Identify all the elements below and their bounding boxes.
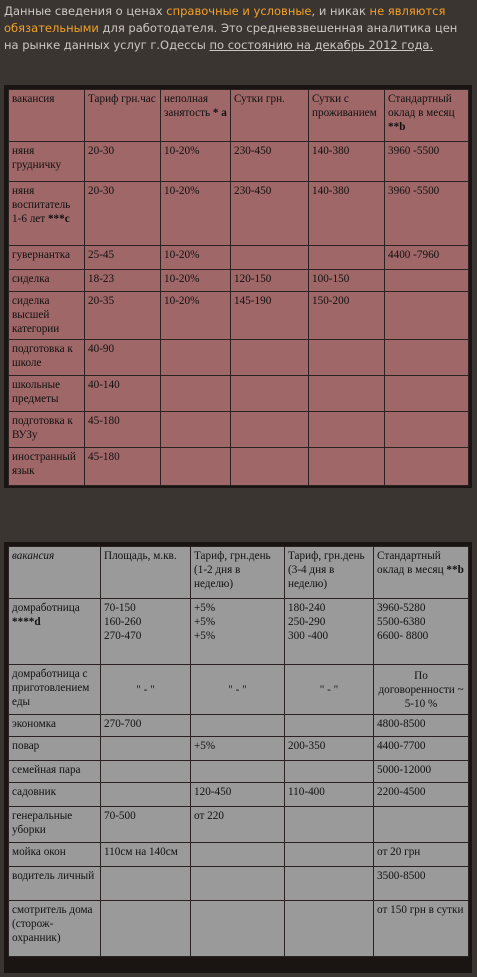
cell-text: неполная занятость [164, 93, 213, 119]
highlight-reference: справочные и условные [166, 4, 312, 18]
cell-text: домработница [12, 602, 80, 614]
price-cell [161, 270, 231, 292]
column-header [85, 90, 161, 142]
price-cell [161, 340, 231, 376]
footnote-mark: ***с [47, 213, 70, 225]
cell-text: гувернантка [12, 249, 71, 261]
price-cell [285, 665, 374, 715]
cell-text: " - " [319, 684, 339, 696]
table-row [9, 412, 469, 448]
cell-text: 2200-4500 [377, 786, 426, 798]
cell-text: " - " [228, 684, 247, 696]
price-cell [101, 737, 191, 761]
price-cell [161, 142, 231, 182]
cell-text: 40-140 [88, 379, 120, 391]
cell-text: иностранный язык [12, 451, 76, 477]
price-cell [231, 142, 309, 182]
price-cell [374, 737, 469, 761]
cell-text: 140-380 [312, 185, 350, 197]
cell-text: 3960-5280 5500-6380 6600- 8800 [377, 602, 429, 642]
cell-text: сиделка высшей категории [12, 295, 60, 335]
cell-text: няня воспитатель 1-6 лет [12, 185, 71, 225]
price-cell [385, 270, 469, 292]
cell-text: 145-190 [234, 295, 272, 307]
cell-text: 45-180 [88, 415, 120, 427]
price-cell [285, 901, 374, 957]
cell-text: 3500-8500 [377, 870, 426, 882]
intro-part-3: для работодателя. Это средневзвешенная аналитика цен на рынке данных услуг г.Одессы [4, 21, 458, 52]
intro-part-1: Данные сведения о ценах [4, 4, 167, 18]
column-header [101, 547, 191, 599]
price-cell [85, 142, 161, 182]
price-cell [85, 270, 161, 292]
cell-text: Стандартный оклад в месяц [377, 550, 447, 576]
column-header [231, 90, 309, 142]
price-cell [191, 843, 285, 867]
cell-text: 110см на 140см [104, 846, 178, 858]
table1-frame [4, 85, 472, 488]
table-row [9, 783, 469, 807]
cell-text: 20-30 [88, 185, 115, 197]
vacancy-cell [9, 901, 101, 957]
cell-text: 180-240 250-290 300 -400 [288, 602, 329, 642]
cell-text: 10-20% [164, 145, 200, 157]
cell-text: Тариф, грн.день (1-2 дня в неделю) [194, 550, 271, 590]
table-row [9, 448, 469, 486]
price-cell [285, 599, 374, 665]
price-cell [161, 292, 231, 340]
column-header [385, 90, 469, 142]
cell-text: Тариф, грн.день (3-4 дня в неделю) [288, 550, 365, 590]
price-cell [374, 665, 469, 715]
cell-text: подготовка к ВУЗу [12, 415, 73, 441]
cell-text: 45-180 [88, 451, 120, 463]
price-cell [191, 665, 285, 715]
vacancy-cell [9, 599, 101, 665]
price-cell [309, 142, 385, 182]
date-link[interactable]: по состоянию на декабрь 2012 года. [209, 38, 434, 52]
cell-text: Сутки с проживанием [312, 93, 377, 119]
price-cell [161, 376, 231, 412]
price-cell [309, 376, 385, 412]
vacancy-cell [9, 867, 101, 901]
price-cell [385, 412, 469, 448]
vacancy-cell [9, 665, 101, 715]
intro-part-2: , и никак [311, 4, 370, 18]
vacancy-cell [9, 807, 101, 843]
price-cell [191, 807, 285, 843]
price-cell [385, 340, 469, 376]
cell-text: вакансия [12, 550, 55, 562]
price-cell [309, 340, 385, 376]
price-cell [191, 737, 285, 761]
cell-text: 20-30 [88, 145, 115, 157]
cell-text: 18-23 [88, 273, 115, 285]
cell-text: 3960 -5500 [388, 185, 440, 197]
footnote-mark: ****d [12, 616, 41, 628]
price-cell [161, 246, 231, 270]
vacancy-cell [9, 783, 101, 807]
table-row [9, 142, 469, 182]
table-row [9, 292, 469, 340]
column-header [9, 547, 101, 599]
cell-text: +5% [194, 740, 216, 752]
price-cell [101, 843, 191, 867]
price-cell [231, 448, 309, 486]
price-cell [309, 292, 385, 340]
price-cell [374, 761, 469, 783]
cell-text: от 150 грн в сутки [377, 904, 464, 916]
price-cell [161, 182, 231, 246]
table-row [9, 867, 469, 901]
cell-text: Сутки грн. [234, 93, 285, 105]
cell-text: 25-45 [88, 249, 115, 261]
price-cell [101, 715, 191, 737]
price-cell [285, 867, 374, 901]
column-header [374, 547, 469, 599]
table-header-row [9, 547, 469, 599]
price-cell [309, 182, 385, 246]
cell-text: школьные предметы [12, 379, 61, 405]
cell-text: 4400 -7960 [388, 249, 440, 261]
price-cell [85, 376, 161, 412]
vacancy-cell [9, 843, 101, 867]
price-cell [101, 599, 191, 665]
cell-text: 150-200 [312, 295, 350, 307]
price-cell [101, 761, 191, 783]
cell-text: сиделка [12, 273, 50, 285]
cell-text: вакансия [12, 93, 55, 105]
price-cell [191, 715, 285, 737]
price-cell [191, 867, 285, 901]
cell-text: садовник [12, 786, 57, 798]
table-row [9, 376, 469, 412]
price-cell [374, 843, 469, 867]
price-cell [285, 715, 374, 737]
cell-text: 270-700 [104, 718, 142, 730]
price-cell [85, 412, 161, 448]
cell-text: 10-20% [164, 295, 200, 307]
price-cell [231, 270, 309, 292]
price-cell [385, 246, 469, 270]
price-cell [309, 246, 385, 270]
vacancy-cell [9, 142, 85, 182]
cell-text: По договоренности ~ 5-10 % [378, 670, 464, 710]
price-cell [231, 340, 309, 376]
cell-text: Площадь, м.кв. [104, 550, 177, 562]
price-cell [101, 665, 191, 715]
vacancy-cell [9, 761, 101, 783]
price-cell [385, 376, 469, 412]
cell-text: 110-400 [288, 786, 325, 798]
price-cell [309, 448, 385, 486]
price-cell [385, 142, 469, 182]
cell-text: 20-35 [88, 295, 115, 307]
cell-text: домработница с приготовлением еды [12, 668, 90, 708]
vacancy-cell [9, 376, 85, 412]
price-cell [85, 292, 161, 340]
cell-text: повар [12, 740, 40, 752]
cell-text: 40-90 [88, 343, 115, 355]
cell-text: 230-450 [234, 145, 272, 157]
cell-text: 140-380 [312, 145, 350, 157]
intro-text [4, 3, 474, 54]
vacancy-cell [9, 340, 85, 376]
price-cell [191, 901, 285, 957]
footnote-mark: * а [212, 107, 227, 119]
table-row [9, 807, 469, 843]
price-cell [101, 807, 191, 843]
price-cell [385, 292, 469, 340]
price-cell [309, 270, 385, 292]
column-header [191, 547, 285, 599]
cell-text: 200-350 [288, 740, 326, 752]
price-cell [231, 292, 309, 340]
cell-text: 10-20% [164, 273, 200, 285]
cell-text: 120-450 [194, 786, 232, 798]
price-cell [85, 182, 161, 246]
housekeeping-prices-table [8, 546, 469, 957]
table-row [9, 665, 469, 715]
cell-text: генеральные уборки [12, 810, 73, 836]
table-row [9, 599, 469, 665]
cell-text: экономка [12, 718, 56, 730]
table-row [9, 340, 469, 376]
table-row [9, 715, 469, 737]
price-cell [285, 783, 374, 807]
cell-text: смотритель дома (сторож-охранник) [12, 904, 93, 944]
cell-text: 230-450 [234, 185, 272, 197]
cell-text: водитель личный [12, 870, 95, 882]
price-cell [161, 448, 231, 486]
price-cell [231, 376, 309, 412]
price-cell [285, 843, 374, 867]
cell-text: 3960 -5500 [388, 145, 440, 157]
price-cell [85, 448, 161, 486]
price-cell [374, 901, 469, 957]
vacancy-cell [9, 737, 101, 761]
vacancy-cell [9, 412, 85, 448]
nanny-prices-table [8, 89, 469, 486]
cell-text: 10-20% [164, 249, 200, 261]
price-cell [374, 715, 469, 737]
price-cell [85, 340, 161, 376]
highlight-not-obligatory: не являются обязательными [4, 4, 446, 35]
price-cell [385, 182, 469, 246]
cell-text: Стандартный оклад в месяц [388, 93, 455, 119]
price-cell [309, 412, 385, 448]
price-cell [385, 448, 469, 486]
price-cell [285, 761, 374, 783]
table-row [9, 270, 469, 292]
cell-text: 10-20% [164, 185, 200, 197]
price-cell [231, 182, 309, 246]
cell-text: Тариф грн.час [88, 93, 156, 105]
column-header [161, 90, 231, 142]
cell-text: от 20 грн [377, 846, 421, 858]
vacancy-cell [9, 182, 85, 246]
vacancy-cell [9, 292, 85, 340]
price-cell [191, 599, 285, 665]
price-cell [231, 412, 309, 448]
footnote-mark: **b [446, 564, 464, 576]
price-cell [231, 246, 309, 270]
column-header [309, 90, 385, 142]
cell-text: няня грудничку [12, 145, 62, 171]
cell-text: от 220 [194, 810, 224, 822]
table-row [9, 843, 469, 867]
price-cell [374, 867, 469, 901]
cell-text: мойка окон [12, 846, 66, 858]
price-cell [101, 901, 191, 957]
cell-text: 5000-12000 [377, 764, 432, 776]
column-header [9, 90, 85, 142]
table-row [9, 246, 469, 270]
price-cell [374, 783, 469, 807]
cell-text: семейная пара [12, 764, 81, 776]
cell-text: +5% +5% +5% [194, 602, 216, 642]
cell-text: 70-150 160-260 270-470 [104, 602, 142, 642]
cell-text: 4400-7700 [377, 740, 426, 752]
price-cell [85, 246, 161, 270]
price-cell [191, 783, 285, 807]
price-cell [374, 807, 469, 843]
price-cell [191, 761, 285, 783]
price-cell [161, 412, 231, 448]
cell-text: 70-500 [104, 810, 136, 822]
vacancy-cell [9, 715, 101, 737]
price-cell [285, 807, 374, 843]
vacancy-cell [9, 270, 85, 292]
table-row [9, 182, 469, 246]
price-cell [101, 783, 191, 807]
cell-text: " - " [136, 684, 155, 696]
price-cell [374, 599, 469, 665]
cell-text: 100-150 [312, 273, 350, 285]
column-header [285, 547, 374, 599]
table-row [9, 761, 469, 783]
cell-text: подготовка к школе [12, 343, 73, 369]
vacancy-cell [9, 246, 85, 270]
cell-text: 120-150 [234, 273, 272, 285]
vacancy-cell [9, 448, 85, 486]
footnote-mark: **b [388, 121, 406, 133]
cell-text: 4800-8500 [377, 718, 426, 730]
table-row [9, 901, 469, 957]
table-header-row [9, 90, 469, 142]
table2-frame [4, 542, 472, 973]
price-cell [285, 737, 374, 761]
table-row [9, 737, 469, 761]
price-cell [101, 867, 191, 901]
